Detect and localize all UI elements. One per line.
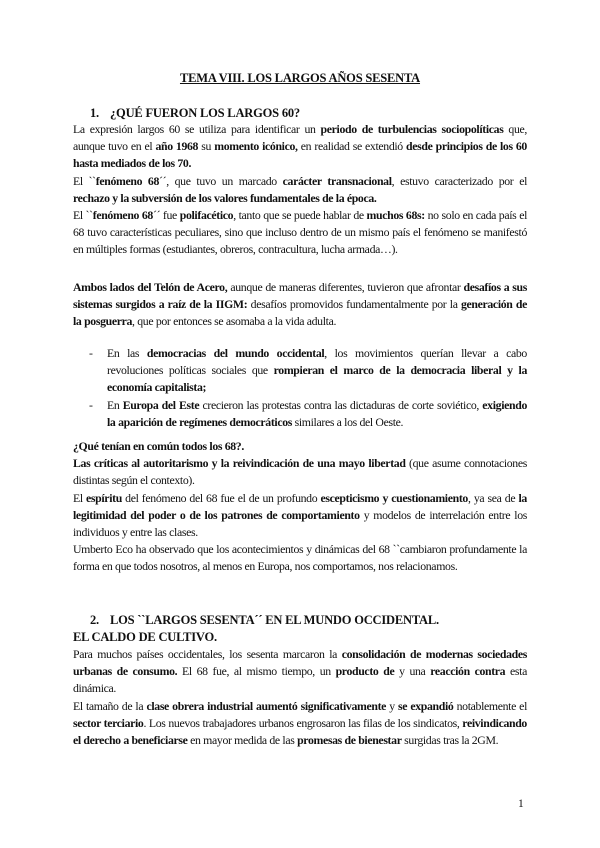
text-run: similares a los del Oeste. [292,414,404,429]
text-run: crecieron las protestas contra las dictaduras de corte soviético, [199,397,483,412]
bold-text-run: producto de [335,664,395,679]
text-run: , los movimientos querían llevar a cabo revoluciones políticas sociales que [107,346,527,378]
text-run: , tanto que se puede hablar de [233,208,367,223]
paragraph [73,279,527,331]
text-run: desafíos promovidos fundamentalmente por la [247,297,461,312]
bold-text-run: año 1968 [155,139,199,154]
section-1-paragraphs-a [73,121,527,259]
paragraph [73,207,527,259]
text-run: , que por entonces se asomaba a la vida adulta. [132,314,337,329]
text-run: , ya sea de [467,490,519,505]
document-title: TEMA VIII. LOS LARGOS AÑOS SESENTA [179,71,421,85]
list-item [73,345,527,397]
section-2-subheading: EL CALDO DE CULTIVO. [73,630,217,644]
bold-text-run: rechazo y la subversión de los valores fundamentales de la época. [73,190,377,205]
bold-text-run: sector terciario [73,715,144,730]
section-2-paragraphs [73,646,527,749]
bold-text-run: desafíos a sus sistemas surgidos a raíz de la IIGM: [73,280,527,312]
text-run: notablemente el [453,698,527,713]
paragraph [73,490,527,542]
bold-text-run: rompieran el marco de la democracia liberal y la economía capitalista; [107,363,527,395]
question-heading: ¿Qué tenían en común todos los 68?. [73,439,244,453]
section-1-paragraphs-c [73,438,527,576]
bold-text-run: Ambos lados del Telón de Acero, [73,280,228,294]
bold-text-run: desde principios de los 60 hasta mediados de los 70. [73,139,527,171]
text-run: esta dinámica. [73,664,527,696]
bold-text-run: reacción contra [430,664,506,679]
text-run: aunque de maneras diferentes, tuvieron que afrontar [227,280,464,294]
list-item-text [107,346,527,394]
bullet-list [73,345,527,431]
paragraph [73,698,527,750]
text-run: que, aunque tuvo en el [73,122,527,154]
text-run: . Los nuevos trabajadores urbanos engrosaron las filas de los sindicatos, [143,715,463,730]
bold-text-run: polifacético [179,208,234,223]
list-dash: - [89,397,93,412]
bold-text-run: promesas de bienestar [297,733,402,748]
text-run: El [73,490,87,505]
text-run: Umberto Eco ha observado que los acontecimientos y dinámicas del 68 ``cambiaron profundamente la forma en que todos nosotros, al menos en Europa, nos comportamos, nos relacionamos. [73,542,527,574]
list-dash: - [89,346,93,360]
bold-text-run: espíritu [86,490,122,505]
bold-text-run: la legitimidad del poder o de los patrones de comportamiento [73,490,527,522]
bold-text-run: Europa del Este [122,397,200,412]
text-run: El 68 fue, al mismo tiempo, un [177,664,336,679]
section-1-heading [90,106,300,121]
bold-text-run: clase obrera industrial aumentó significativamente [146,698,387,713]
bold-text-run: democracias del mundo occidental [146,346,325,360]
text-run: y modelos de interrelación entre los individuos y entre las clases. [73,507,527,540]
text-run: El tamaño de la [73,698,147,713]
text-run: ´´ fue [152,208,180,223]
text-run: En [107,397,123,412]
section-1-number: 1. [90,106,99,120]
text-run: en mayor medida de las [187,733,298,748]
text-run: El `` [73,173,96,188]
text-run: su [198,139,215,154]
section-2-heading [90,613,439,628]
bold-text-run: momento icónico, [214,139,298,154]
text-run: (que asume connotaciones distintas según el contexto). [73,456,527,488]
bold-text-run: fenómeno 68 [95,173,160,188]
text-run: Para muchos países occidentales, los sesenta marcaron la [73,647,342,661]
bold-text-run: fenómeno 68 [92,208,153,223]
section-1-heading-text: ¿QUÉ FUERON LOS LARGOS 60? [110,106,300,120]
text-run: del fenómeno del 68 fue el de un profundo [121,490,321,505]
paragraph [73,646,527,698]
bold-text-run: exigiendo la aparición de regímenes democráticos [107,397,527,429]
text-run: no solo en cada país el 68 tuvo características peculiares, sino que incluso dentro de un mismo país el fenómeno se manifestó en múltiples formas (estudiantes, obreros, contracultura, lucha armada…). [73,208,528,257]
paragraph [73,173,527,207]
text-run: En las [107,346,147,360]
text-run: La expresión largos 60 se utiliza para identificar un [73,122,321,136]
text-run: en realidad se extendió [297,139,407,154]
text-run: y una [394,664,431,679]
section-2-heading-text: LOS ``LARGOS SESENTA´´ EN EL MUNDO OCCIDENTAL. [110,613,439,627]
bold-text-run: Las críticas al autoritarismo y la reivindicación de una mayo libertad [73,456,406,471]
list-item-text [107,398,527,429]
paragraph [73,541,527,575]
section-1-paragraph-b [73,279,527,331]
bold-text-run: reivindicando el derecho a beneficiarse [73,715,527,748]
list-item [73,397,527,431]
text-run: El `` [73,208,93,223]
bold-text-run: consolidación de modernas sociedades urbanas de consumo. [73,647,527,679]
text-run: , estuvo caracterizado por el [391,173,528,188]
section-2-number: 2. [90,613,99,627]
text-run: y [386,698,399,713]
bold-text-run: se expandió [398,698,454,713]
paragraph [73,121,527,173]
bold-text-run: carácter transnacional [282,173,392,188]
bold-text-run: generación de la posguerra [73,297,527,329]
text-run: ´´, que tuvo un marcado [159,173,283,188]
text-run: surgidas tras la 2GM. [401,733,499,748]
page-number: 1 [518,798,524,810]
paragraph [73,455,527,489]
bold-text-run: muchos 68s: [366,208,425,223]
bold-text-run: escepticismo y cuestionamiento [320,490,468,505]
bold-text-run: periodo de turbulencias sociopolíticas [320,122,504,136]
